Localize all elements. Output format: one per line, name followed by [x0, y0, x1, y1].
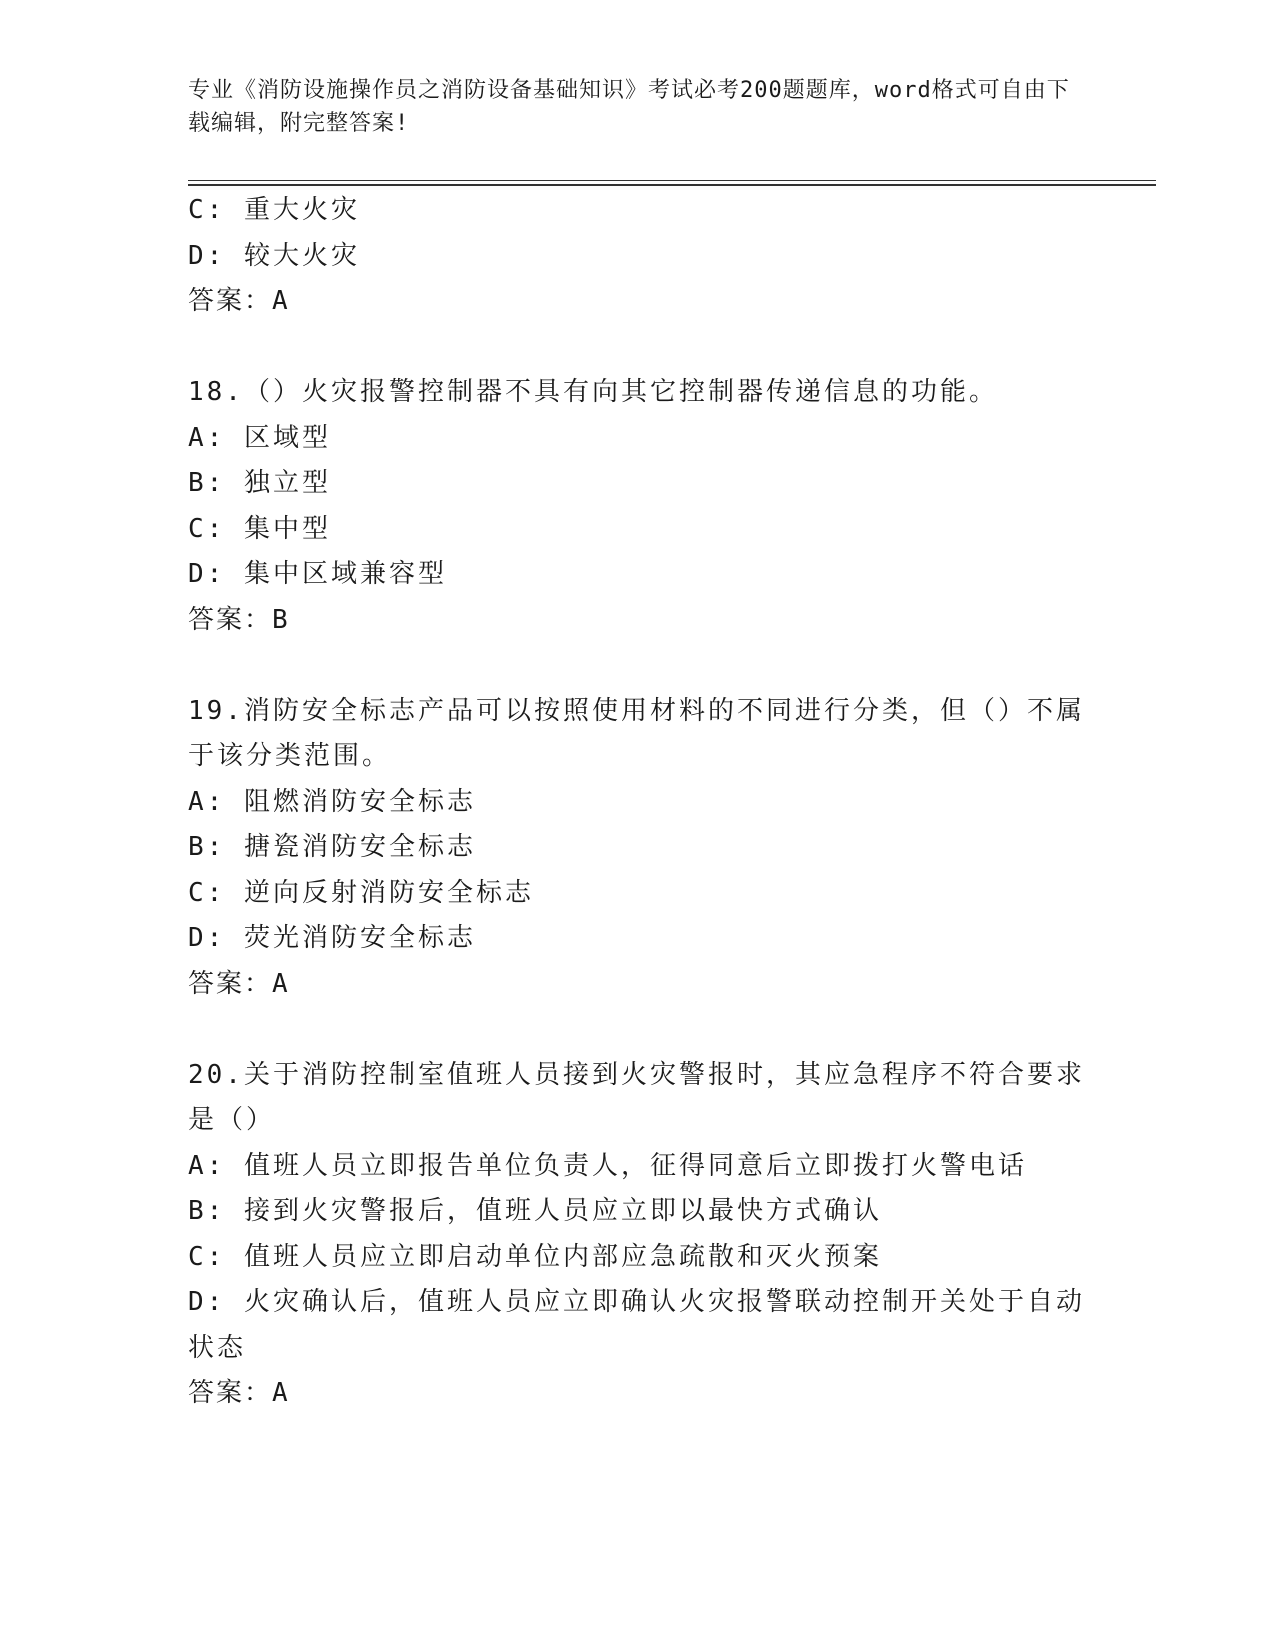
- option-text: 搪瓷消防安全标志: [243, 832, 476, 862]
- option-b: [188, 825, 1088, 871]
- divider-thick-line: [188, 184, 1156, 186]
- option-text: 较大火灾: [243, 240, 360, 271]
- answer-label: 答案：: [188, 286, 273, 316]
- option-label: C:: [188, 877, 226, 908]
- option-label: B:: [188, 832, 226, 862]
- answer-value: A: [272, 286, 290, 316]
- answer-value: A: [272, 1378, 290, 1408]
- answer-label: 答案：: [188, 1378, 273, 1408]
- option-text: 火灾确认后，值班人员应立即确认火灾报警联动控制开关处于自动状态: [188, 1287, 1085, 1363]
- option-a: [188, 780, 1088, 826]
- answer-line: [188, 279, 1088, 325]
- option-d: [188, 552, 1088, 598]
- option-b: [188, 461, 1088, 507]
- option-c: [188, 188, 1088, 234]
- answer-label: 答案：: [188, 968, 273, 999]
- question-stem: 19.消防安全标志产品可以按照使用材料的不同进行分类，但（）不属于该分类范围。: [188, 695, 1085, 771]
- option-label: C:: [188, 195, 226, 225]
- question-17-tail: [188, 188, 1088, 325]
- option-text: 值班人员应立即启动单位内部应急疏散和灭火预案: [243, 1241, 882, 1272]
- option-d: [188, 234, 1088, 280]
- option-text: 集中区域兼容型: [243, 559, 447, 589]
- spacer: [188, 325, 1088, 371]
- spacer: [188, 1007, 1088, 1053]
- option-b: [188, 1189, 1088, 1235]
- answer-line: [188, 598, 1088, 644]
- option-text: 荧光消防安全标志: [243, 923, 476, 953]
- divider-thin-line: [188, 180, 1156, 181]
- option-label: D:: [188, 559, 226, 589]
- option-label: B:: [188, 1196, 226, 1226]
- answer-line: [188, 962, 1088, 1008]
- option-label: A:: [188, 422, 226, 453]
- option-text: 独立型: [243, 468, 331, 498]
- answer-value: A: [272, 968, 290, 999]
- option-text: 逆向反射消防安全标志: [243, 877, 534, 908]
- option-label: A:: [188, 1150, 226, 1181]
- question-stem: 18.（）火灾报警控制器不具有向其它控制器传递信息的功能。: [188, 377, 998, 407]
- option-label: C:: [188, 1241, 226, 1272]
- answer-value: B: [272, 604, 290, 635]
- option-label: D:: [188, 1287, 226, 1317]
- option-c: [188, 507, 1088, 553]
- option-text: 阻燃消防安全标志: [243, 786, 476, 817]
- answer-line: [188, 1371, 1088, 1417]
- option-text: 区域型: [243, 422, 331, 453]
- question-18: [188, 370, 1088, 643]
- option-text: 值班人员立即报告单位负责人，征得同意后立即拨打火警电话: [243, 1150, 1027, 1181]
- spacer: [188, 643, 1088, 689]
- question-stem: 20.关于消防控制室值班人员接到火灾警报时，其应急程序不符合要求是（）: [188, 1059, 1085, 1135]
- option-label: A:: [188, 786, 226, 817]
- option-text: 重大火灾: [243, 195, 360, 225]
- document-header: [188, 74, 1088, 140]
- option-text: 接到火灾警报后，值班人员应立即以最快方式确认: [243, 1196, 882, 1226]
- question-19: [188, 689, 1088, 1008]
- option-label: D:: [188, 923, 226, 953]
- header-text: 专业《消防设施操作员之消防设备基础知识》考试必考200题题库，word格式可自由下载编辑，附完整答案!: [188, 78, 1070, 136]
- option-label: B:: [188, 468, 226, 498]
- option-c: [188, 871, 1088, 917]
- header-divider: [188, 180, 1156, 186]
- question-20: [188, 1053, 1088, 1417]
- answer-label: 答案：: [188, 604, 273, 635]
- option-label: C:: [188, 513, 226, 544]
- option-d: [188, 916, 1088, 962]
- question-list: [188, 188, 1088, 1417]
- option-text: 集中型: [243, 513, 331, 544]
- option-d: [188, 1280, 1088, 1371]
- option-label: D:: [188, 240, 226, 271]
- option-a: [188, 1144, 1088, 1190]
- option-a: [188, 416, 1088, 462]
- option-c: [188, 1235, 1088, 1281]
